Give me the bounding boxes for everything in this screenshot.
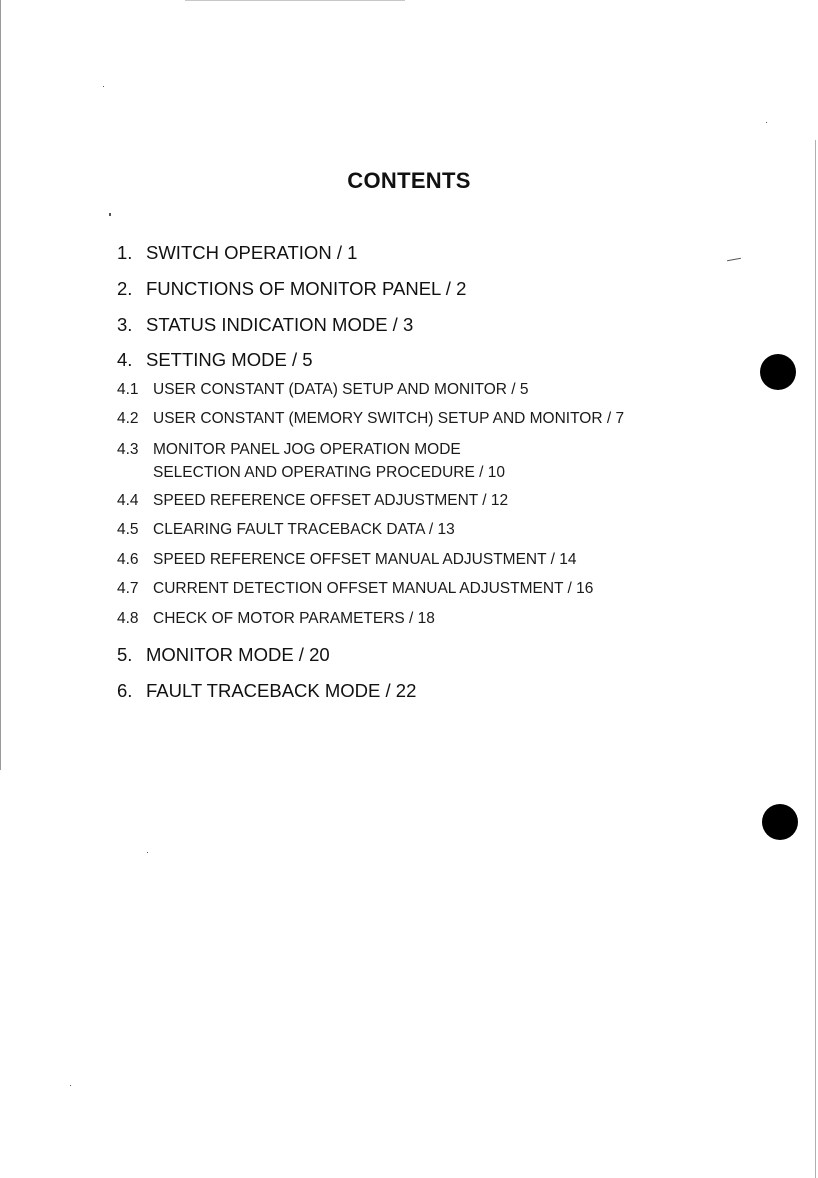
toc-entry-text: FUNCTIONS OF MONITOR PANEL / 2 (146, 278, 467, 299)
page-title: CONTENTS (347, 168, 471, 193)
toc-entry-number: 4.7 (117, 580, 139, 597)
binder-hole-bottom (762, 804, 798, 840)
toc-entry-text: SETTING MODE / 5 (146, 349, 313, 370)
toc-entry-number: 2. (117, 278, 133, 299)
scan-speck (70, 1085, 71, 1086)
toc-entry-5 (117, 644, 330, 666)
toc-entry-text: STATUS INDICATION MODE / 3 (146, 314, 414, 335)
binder-hole-top (760, 354, 796, 390)
toc-entry-text: CURRENT DETECTION OFFSET MANUAL ADJUSTMENT / 16 (153, 580, 594, 597)
toc-entry-text: CHECK OF MOTOR PARAMETERS / 18 (153, 610, 435, 627)
toc-entry-text: USER CONSTANT (MEMORY SWITCH) SETUP AND MONITOR / 7 (153, 410, 625, 427)
toc-entry-number: 4.5 (117, 521, 139, 538)
toc-entry-number: 3. (117, 314, 133, 335)
page-edge-right (815, 140, 816, 1178)
toc-entry-number: 4. (117, 349, 133, 370)
toc-entry-number: 4.2 (117, 410, 139, 427)
toc-entry-4-4 (117, 492, 508, 510)
toc-entry-4-6 (117, 551, 576, 569)
scan-speck (147, 852, 148, 853)
toc-entry-number: 6. (117, 680, 133, 701)
toc-entry-4 (117, 349, 313, 371)
toc-entry-4-5 (117, 521, 455, 539)
scan-artifact-line (185, 0, 405, 1)
toc-entry-text: MONITOR PANEL JOG OPERATION MODE (153, 441, 461, 458)
toc-entry-number: 1. (117, 242, 133, 263)
toc-entry-6 (117, 680, 416, 702)
toc-entry-text: SWITCH OPERATION / 1 (146, 242, 358, 263)
toc-entry-text: SPEED REFERENCE OFFSET ADJUSTMENT / 12 (153, 492, 509, 509)
page-edge-left (0, 0, 1, 770)
toc-entry-number: 4.6 (117, 551, 139, 568)
toc-entry-text: MONITOR MODE / 20 (146, 644, 330, 665)
toc-entry-2 (117, 278, 466, 300)
scan-speck (103, 86, 104, 87)
toc-entry-text: SPEED REFERENCE OFFSET MANUAL ADJUSTMENT / 14 (153, 551, 577, 568)
toc-entry-3 (117, 314, 413, 336)
scan-speck (766, 122, 767, 123)
toc-entry-number: 4.8 (117, 610, 139, 627)
toc-entry-4-3 (117, 441, 505, 482)
toc-entry-4-8 (117, 610, 435, 628)
toc-entry-text: CLEARING FAULT TRACEBACK DATA / 13 (153, 521, 455, 538)
toc-entry-text: USER CONSTANT (DATA) SETUP AND MONITOR / 5 (153, 381, 529, 398)
toc-entry-4-2 (117, 410, 624, 428)
toc-entry-number: 4.3 (117, 441, 139, 458)
toc-entry-4-1 (117, 381, 529, 399)
toc-entry-number: 5. (117, 644, 133, 665)
toc-entry-text-continued: SELECTION AND OPERATING PROCEDURE / 10 (153, 464, 505, 481)
toc-entry-text: FAULT TRACEBACK MODE / 22 (146, 680, 417, 701)
scan-speck (109, 213, 111, 216)
toc-entry-number: 4.4 (117, 492, 139, 509)
toc-entry-number: 4.1 (117, 381, 139, 398)
toc-entry-4-7 (117, 580, 593, 598)
scan-speck (727, 258, 741, 261)
toc-entry-1 (117, 242, 357, 264)
